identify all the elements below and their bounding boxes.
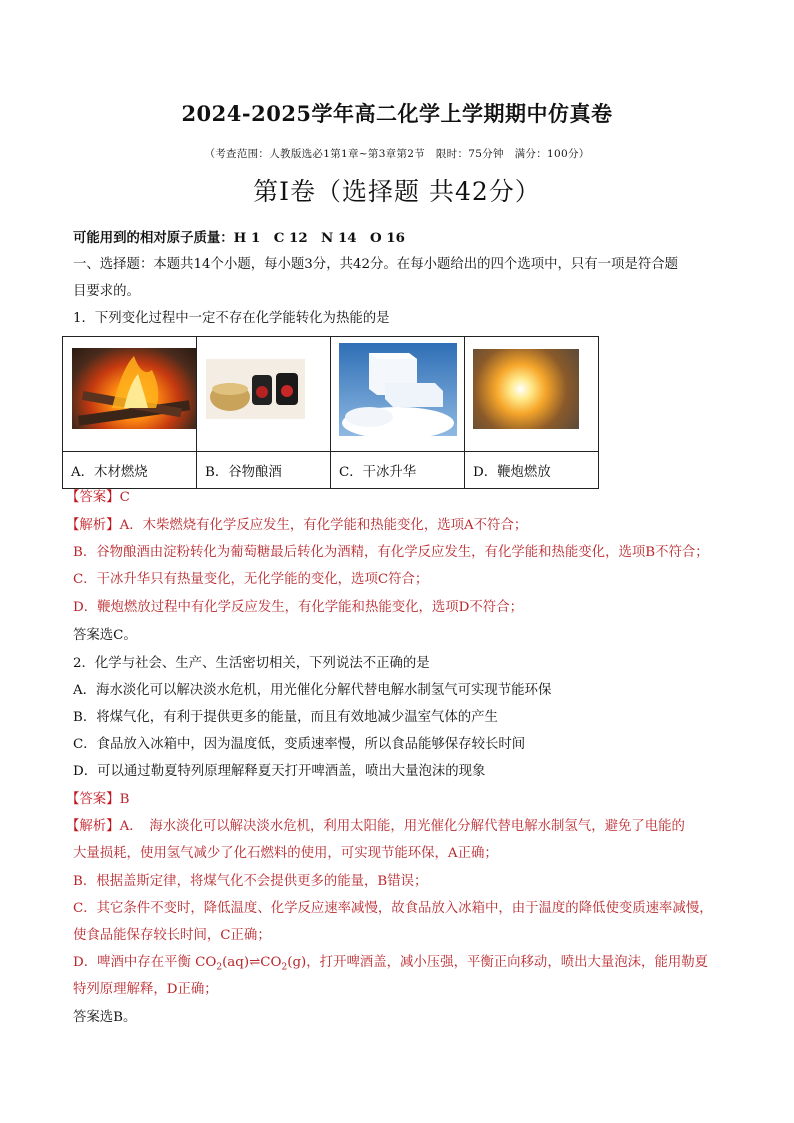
q2-option-c: C．食品放入冰箱中，因为温度低，变质速率慢，所以食品能够保存较长时间 (73, 737, 526, 752)
q2-answer-line (66, 790, 726, 810)
q2-analysis-d-cont: 特列原理解释，D正确； (73, 982, 218, 997)
q1-option-d-image-cell (465, 337, 599, 452)
q2-option-d: D．可以通过勒夏特列原理解释夏天打开啤酒盖，喷出大量泡沫的现象 (73, 764, 486, 779)
q2-analysis-c: C．其它条件不变时，降低温度、化学反应速率减慢，故食品放入冰箱中，由于温度的降低使变质速率减慢， (73, 901, 713, 916)
q2-answer: B (119, 792, 130, 807)
exam-title: 2024-2025学年高二化学上学期期中仿真卷 (181, 101, 613, 126)
q1-analysis-line-1 (66, 516, 726, 536)
q2-analysis-c-cont: 使食品能保存较长时间，C正确； (73, 928, 271, 943)
q1-option-c: C．干冰升华 (331, 452, 465, 489)
q1-answer: C (119, 490, 130, 505)
q2-stem: 2．化学与社会、生产、生活密切相关，下列说法不正确的是 (73, 656, 430, 671)
q1-option-a-image-cell (63, 337, 197, 452)
section-heading: 第Ⅰ卷（选择题 共42分） (253, 177, 541, 206)
q2-analysis-a: A． 海水淡化可以解决淡水危机，利用太阳能，用光催化分解代替电解水制氢气，避免了电能的 (119, 819, 685, 834)
q2-analysis-line-1 (66, 817, 726, 837)
grain-brewing-image (206, 359, 305, 419)
exam-scope-note: （考查范围：人教版选必1第1章~第3章第2节 限时：75分钟 满分：100分） (204, 148, 590, 160)
q1-options-table (62, 336, 599, 489)
q1-analysis-a: A．木柴燃烧有化学反应发生，有化学能和热能变化，选项A不符合； (119, 518, 528, 533)
q1-option-b-image-cell (197, 337, 331, 452)
analysis-tag: 【解析】 (66, 819, 120, 834)
q1-conclusion: 答案选C。 (73, 628, 137, 643)
q1-analysis-c: C．干冰升华只有热量变化，无化学能的变化，选项C符合； (73, 572, 429, 587)
q1-option-a: A．木材燃烧 (63, 452, 197, 489)
q1-stem: 1．下列变化过程中一定不存在化学能转化为热能的是 (73, 311, 390, 326)
dry-ice-image (339, 343, 457, 436)
q2-analysis-d-part3: (g)，打开啤酒盖，减小压强，平衡正向移动，喷出大量泡沫，能用勒夏 (287, 955, 709, 970)
q1-option-b: B．谷物酿酒 (197, 452, 331, 489)
instructions-line-1: 一、选择题：本题共14个小题，每小题3分，共42分。在每小题给出的四个选项中，只有一项是符合题 (73, 257, 679, 272)
q2-option-a: A．海水淡化可以解决淡水危机，用光催化分解代替电解水制氢气可实现节能环保 (73, 683, 552, 698)
subscript-2: 2 (281, 962, 288, 973)
q2-analysis-b: B．根据盖斯定律，将煤气化不会提供更多的能量，B错误； (73, 874, 428, 889)
q2-analysis-d-part1: D．啤酒中存在平衡 CO (73, 955, 217, 970)
q2-conclusion: 答案选B。 (73, 1010, 137, 1025)
answer-tag: 【答案】 (66, 792, 120, 807)
instructions-line-2: 目要求的。 (73, 284, 140, 299)
q2-analysis-d (73, 953, 733, 978)
subscript-2: 2 (216, 962, 223, 973)
answer-tag: 【答案】 (66, 490, 120, 505)
q1-analysis-b: B．谷物酿酒由淀粉转化为葡萄糖最后转化为酒精，有化学反应发生，有化学能和热能变化，选项B不符合； (73, 545, 709, 560)
campfire-image (72, 348, 196, 429)
q1-analysis-d: D．鞭炮燃放过程中有化学反应发生，有化学能和热能变化，选项D不符合； (73, 600, 523, 615)
atomic-mass-line: 可能用到的相对原子质量：H 1 C 12 N 14 O 16 (73, 230, 405, 246)
firecracker-explosion-image (473, 349, 579, 429)
analysis-tag: 【解析】 (66, 518, 120, 533)
q1-option-d: D．鞭炮燃放 (465, 452, 599, 489)
q2-analysis-a-cont: 大量损耗，使用氢气减少了化石燃料的使用，可实现节能环保，A正确； (73, 846, 498, 861)
q1-option-c-image-cell (331, 337, 465, 452)
q2-analysis-d-part2: (aq)⇌CO (222, 955, 282, 970)
q1-answer-line (66, 488, 726, 508)
q2-option-b: B．将煤气化，有利于提供更多的能量，而且有效地减少温室气体的产生 (73, 710, 498, 725)
